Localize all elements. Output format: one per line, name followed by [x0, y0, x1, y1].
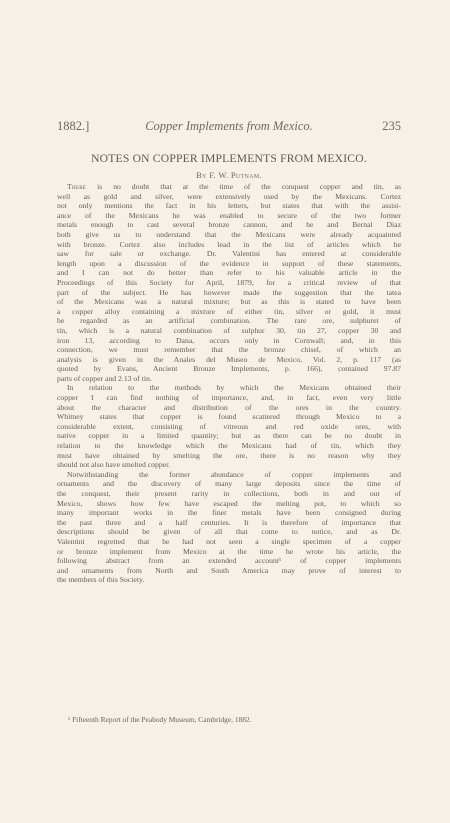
text-line: ance of the Mexicans he was enabled to secure of the two former: [57, 210, 401, 220]
text-line: should not also have smelted copper.: [57, 460, 171, 470]
text-line: the past three and a half centuries. It is therefore of importance that: [57, 517, 401, 527]
text-line: There is no doubt that at the time of the conquest copper and tin, as: [67, 182, 401, 191]
text-line: well as gold and silver, were extensively used by the Mexicans. Cortez: [57, 191, 401, 201]
text-line: the members of this Society.: [57, 575, 145, 585]
footnote: ¹ Fifteenth Report of the Peabody Museum, Cambridge, 1882.: [68, 715, 252, 724]
text-line: copper I can find nothing of importance, and, in fact, even very little: [57, 393, 401, 403]
text-line: analysis is given in the Anales del Museo de Mexico, Vol. 2, p. 117 (as: [57, 354, 401, 364]
text-line: and I can not do better than refer to his valuable article in the: [57, 268, 401, 278]
running-head-title: Copper Implements from Mexico.: [145, 119, 313, 133]
text-line: native copper in a limited quantity; but as there can be no doubt in: [57, 431, 401, 441]
text-line: Mexico, shows how few have escaped the melting pot, to which so: [57, 498, 401, 508]
running-head-year: 1882.]: [57, 119, 90, 133]
text-line: not only mentions the fact in his letters, but states that with the assist-: [57, 201, 401, 211]
text-line: parts of copper and 2.13 of tin.: [57, 373, 152, 383]
paragraph: [57, 470, 401, 585]
text-line: a copper alloy containing a mixture of either tin, silver or gold, it must: [57, 306, 401, 316]
text-line: Proceedings of this Society for April, 1879, for a critical review of that: [57, 277, 401, 287]
text-line: with bronze. Cortez also includes lead in the list of articles which he: [57, 239, 401, 249]
text-line: relation to the knowledge which the Mexicans had of tin, which they: [57, 441, 401, 451]
text-line: quoted by Evans, Ancient Bronze Implements, p. 166), contained 97.87: [57, 364, 401, 374]
text-line: Valentini regretted that he had not seen a single specimen of a copper: [57, 536, 401, 546]
text-line: the conquest, their present rarity in collections, both in and out of: [57, 489, 401, 498]
text-line: tin, which is a natural combination of sulphur 30, tin 27, copper 30 and: [57, 325, 401, 335]
text-line: Whitney states that copper is found scattered through Mexico to a: [57, 412, 401, 422]
text-line: and ornaments from North and South America may prove of interest to: [57, 565, 401, 575]
text-line: about the character and distribution of the ores in the country.: [57, 402, 401, 412]
text-line: connection, we must remember that the bronze chisel, of which an: [57, 345, 401, 355]
text-line: ornaments and the discovery of many large deposits since the time of: [57, 479, 401, 489]
article-title: NOTES ON COPPER IMPLEMENTS FROM MEXICO.: [91, 152, 367, 165]
text-line: many important works in the finer metals have been consigned during: [57, 508, 401, 518]
text-line: In relation to the methods by which the Mexicans obtained their: [67, 383, 401, 393]
text-line: part of the subject. He has however made the suggestion that the tatea: [57, 287, 401, 297]
text-line: be regarded as an artificial combination. The rare ore, sulphuret of: [57, 316, 401, 326]
text-line: saw for sale or exchange. Dr. Valentini has entered at considerable: [57, 249, 401, 259]
paragraph: [57, 182, 401, 383]
text-line: length upon a discussion of the evidence in support of these statements,: [57, 258, 401, 268]
text-line: or bronze implement from Mexico at the time he wrote his article, the: [57, 546, 401, 556]
article-body: [57, 182, 401, 585]
text-line: both give us to understand that the Mexicans were already acquainted: [57, 229, 401, 239]
text-line: of the Mexicans was a natural mixture; but as this is stated to have been: [57, 297, 401, 307]
text-line: iron 13, according to Dana, occurs only in Cornwall; and, in this: [57, 335, 401, 345]
page-number: 235: [382, 119, 401, 133]
text-line: following abstract from an extended account¹ of copper implements: [57, 556, 401, 566]
article-byline: By F. W. Putnam.: [196, 170, 262, 180]
text-line: must have obtained by smelting the ore, there is no reason why they: [57, 450, 401, 460]
paragraph: [57, 383, 401, 469]
text-line: metals enough to cast several bronze cannon, and he and Bernal Diaz: [57, 220, 401, 230]
running-head: [57, 119, 401, 135]
text-line: considerable extent, consisting of vitreous and red oxide ores, with: [57, 421, 401, 431]
text-line: descriptions should be given of all that come to notice, and as Dr.: [57, 527, 401, 537]
text-line: Notwithstanding the former abundance of copper implements and: [67, 469, 401, 479]
